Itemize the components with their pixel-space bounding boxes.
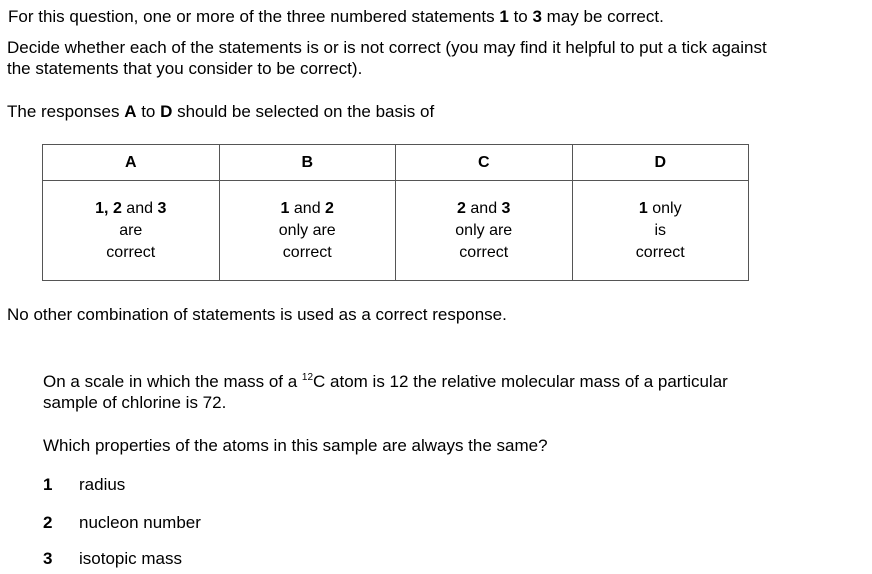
question-stem-line-1 (43, 371, 858, 392)
response-letter: D (160, 102, 173, 121)
cell-line-3: correct (635, 243, 685, 261)
intro-line-2a: Decide whether each of the statements is or is not correct (you may find it helpful to put a tick against (7, 38, 767, 57)
stem-text: On a scale in which the mass of a (43, 372, 302, 391)
cell-bold: 2 (325, 199, 334, 217)
option-number: 2 (43, 513, 53, 532)
cell-line-3: correct (459, 243, 509, 261)
cell-bold: 1 (280, 199, 290, 217)
intro-text: For this question, one or more of the three numbered statements (8, 7, 500, 26)
option-3 (43, 548, 182, 569)
option-number: 3 (43, 549, 53, 568)
option-text: radius (79, 475, 126, 494)
stem-text: C atom is 12 the relative molecular mass of a particular (313, 372, 728, 391)
cell-bold: 2 (457, 199, 466, 217)
intro-text: to (508, 7, 533, 26)
intro-line-3 (7, 101, 434, 122)
header-c: C (396, 145, 573, 181)
no-other-note: No other combination of statements is used as a correct response. (7, 305, 507, 324)
intro-text: to (136, 102, 161, 121)
cell-text: only (647, 199, 682, 217)
option-number: 1 (43, 475, 53, 494)
cell-bold: 1 (638, 199, 648, 217)
cell-line-3: correct (106, 243, 156, 261)
header-b: B (219, 145, 396, 181)
cell-line-2: only are (278, 221, 336, 239)
statement-number: 3 (532, 7, 542, 26)
intro-line-1 (8, 6, 664, 27)
cell-line-1 (220, 198, 396, 220)
cell-d (572, 181, 749, 281)
cell-line-2: are (119, 221, 143, 239)
statement-number: 1 (499, 7, 509, 26)
table-header-row (43, 145, 749, 181)
intro-text: may be correct. (541, 7, 664, 26)
cell-text: and (465, 199, 502, 217)
cell-line-2: is (654, 221, 667, 239)
intro-text: The responses (7, 102, 125, 121)
cell-line-1 (573, 198, 749, 220)
option-1 (43, 474, 125, 495)
response-letter: A (124, 102, 137, 121)
cell-b (219, 181, 396, 281)
cell-c (396, 181, 573, 281)
cell-bold: 1, 2 (95, 199, 122, 217)
cell-line-1 (396, 198, 572, 220)
mass-number-superscript: 12 (301, 372, 314, 383)
intro-line-2b: the statements that you consider to be correct). (7, 59, 363, 78)
cell-line-2: only are (455, 221, 513, 239)
cell-bold: 3 (501, 199, 511, 217)
table-row (43, 181, 749, 281)
question-stem-line-2: sample of chlorine is 72. (43, 393, 227, 412)
option-text: nucleon number (79, 513, 201, 532)
header-d: D (572, 145, 749, 181)
cell-text: and (121, 199, 158, 217)
cell-text: and (289, 199, 326, 217)
question-prompt: Which properties of the atoms in this sample are always the same? (43, 436, 548, 455)
intro-text: should be selected on the basis of (172, 102, 435, 121)
response-key-table (42, 144, 749, 281)
option-text: isotopic mass (79, 549, 182, 568)
cell-line-3: correct (282, 243, 332, 261)
cell-a (43, 181, 220, 281)
cell-bold: 3 (157, 199, 167, 217)
option-2 (43, 512, 201, 533)
cell-line-1 (43, 198, 219, 220)
header-a: A (43, 145, 220, 181)
